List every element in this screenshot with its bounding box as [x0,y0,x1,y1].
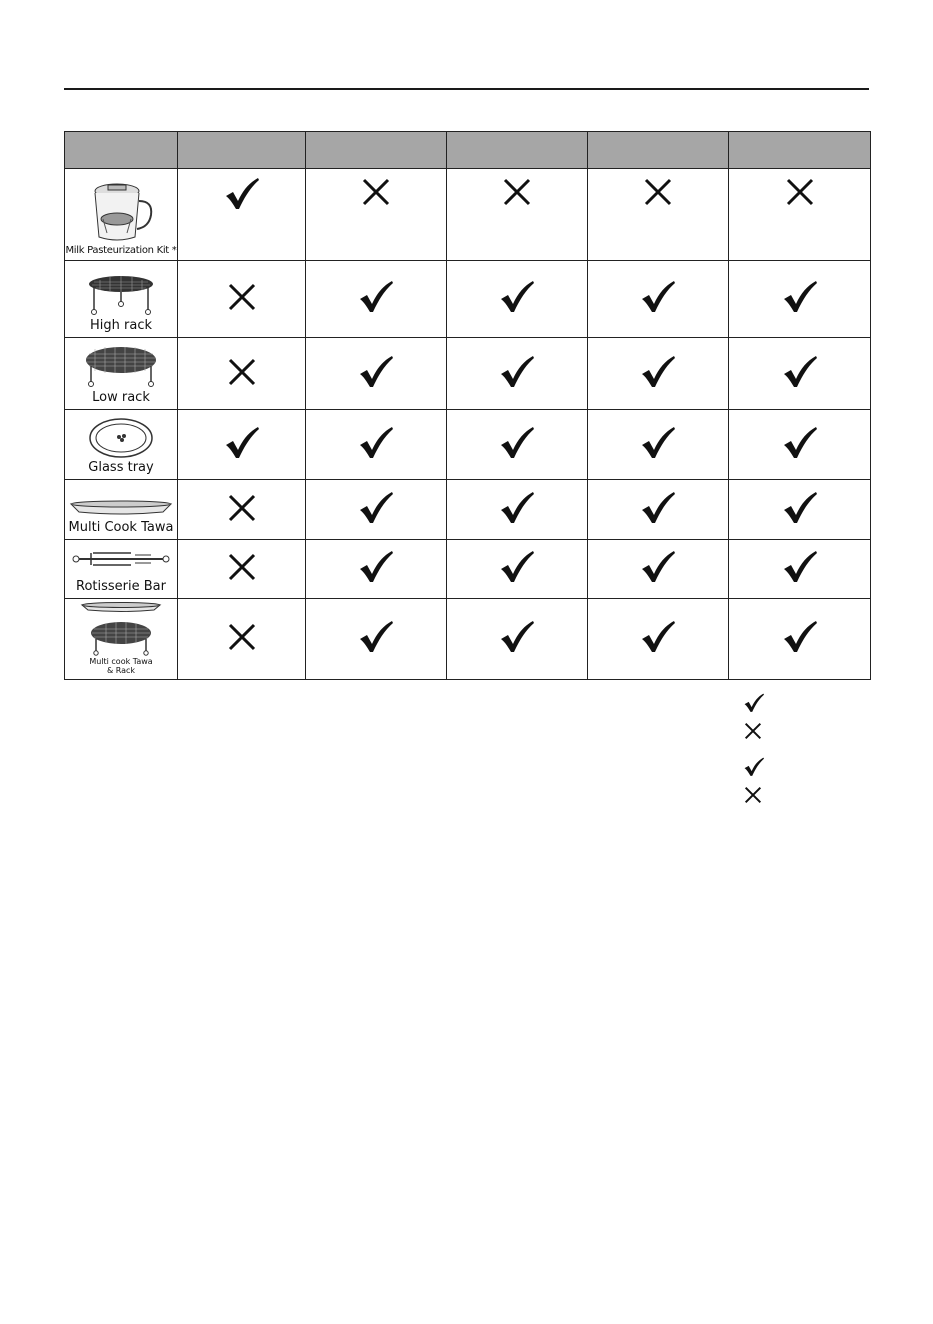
accessory-cell [65,338,178,410]
supported-cell [306,540,447,599]
check-icon [499,280,535,314]
table-header-row [65,132,871,169]
supported-cell [178,410,306,480]
check-icon [640,620,676,654]
not-supported-cell [178,338,306,410]
legend-cross-icon [743,721,767,745]
accessory-label: Milk Pasteurization Kit * [65,245,177,256]
not-supported-cell [178,540,306,599]
check-icon [782,355,818,389]
cross-icon [743,721,763,741]
check-icon [640,426,676,460]
glass-tray-icon [65,416,177,460]
supported-cell [588,338,729,410]
not-supported-cell [178,480,306,540]
cross-icon [227,622,257,652]
accessory-cell [65,599,178,680]
accessory-label: Multi Cook Tawa [68,520,174,535]
check-icon [743,757,765,777]
check-icon [499,550,535,584]
supported-cell [588,261,729,338]
check-icon [358,620,394,654]
accessory-cell [65,480,178,540]
cross-icon [643,177,673,207]
table-row [65,480,871,540]
check-icon [499,426,535,460]
accessory-label: Glass tray [88,460,154,475]
cross-icon [502,177,532,207]
header-cell [306,132,447,169]
check-icon [499,620,535,654]
cross-icon [227,282,257,312]
supported-cell [588,540,729,599]
accessory-label: High rack [90,318,152,333]
cross-icon [227,493,257,523]
supported-cell [729,540,871,599]
supported-cell [729,261,871,338]
check-icon [640,491,676,525]
supported-cell [447,540,588,599]
supported-cell [447,410,588,480]
top-rule [64,88,869,90]
supported-cell [306,338,447,410]
legend-check-icon [743,757,767,781]
cross-icon [361,177,391,207]
low-rack-icon [65,344,177,390]
accessory-cell [65,169,178,261]
accessory-label: Low rack [92,390,150,405]
supported-cell [729,599,871,680]
check-icon [782,491,818,525]
check-icon [743,693,765,713]
supported-cell [729,410,871,480]
cross-icon [785,177,815,207]
legend-check-icon [743,693,767,717]
not-supported-cell [178,599,306,680]
header-cell [588,132,729,169]
table-row [65,540,871,599]
check-icon [224,426,260,460]
not-supported-cell [729,169,871,261]
accessory-label: Multi cook Tawa & Rack [89,657,153,675]
check-icon [224,177,260,211]
accessory-cell [65,540,178,599]
check-icon [358,280,394,314]
cross-icon [227,552,257,582]
check-icon [782,426,818,460]
table-row [65,410,871,480]
check-icon [358,426,394,460]
milk-pasteurization-kit-icon [65,179,177,245]
check-icon [640,280,676,314]
supported-cell [729,338,871,410]
table-row [65,169,871,261]
check-icon [782,550,818,584]
supported-cell [306,261,447,338]
supported-cell [447,261,588,338]
table-row [65,261,871,338]
not-supported-cell [447,169,588,261]
supported-cell [178,169,306,261]
rotisserie-bar-icon [65,549,177,579]
check-icon [640,550,676,584]
accessory-cell [65,410,178,480]
supported-cell [447,480,588,540]
high-rack-icon [65,274,177,318]
not-supported-cell [178,261,306,338]
supported-cell [588,599,729,680]
multi-cook-tawa-icon [65,498,177,520]
cross-icon [227,357,257,387]
accessory-compatibility-table [64,131,871,680]
legend-cross-icon [743,785,767,809]
supported-cell [447,338,588,410]
not-supported-cell [588,169,729,261]
check-icon [499,491,535,525]
check-icon [782,620,818,654]
header-cell [447,132,588,169]
check-icon [782,280,818,314]
not-supported-cell [306,169,447,261]
supported-cell [588,480,729,540]
header-cell [178,132,306,169]
check-icon [358,491,394,525]
accessory-label: Rotisserie Bar [76,579,166,594]
multi-cook-tawa-and-rack-icon [65,599,177,657]
header-cell [65,132,178,169]
check-icon [499,355,535,389]
check-icon [358,550,394,584]
header-cell [729,132,871,169]
accessory-cell [65,261,178,338]
cross-icon [743,785,763,805]
check-icon [358,355,394,389]
supported-cell [306,480,447,540]
supported-cell [447,599,588,680]
table-row [65,599,871,680]
supported-cell [729,480,871,540]
supported-cell [306,599,447,680]
table-row [65,338,871,410]
check-icon [640,355,676,389]
supported-cell [306,410,447,480]
supported-cell [588,410,729,480]
